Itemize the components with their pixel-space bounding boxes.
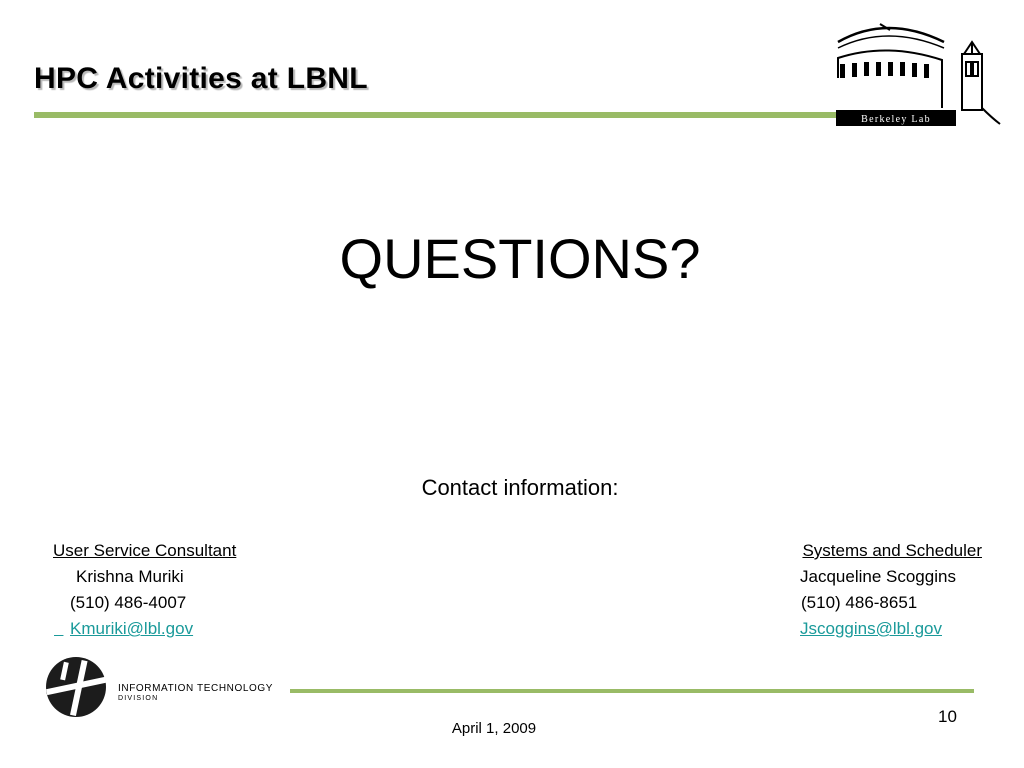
logo-text: Berkeley Lab — [861, 114, 931, 125]
berkeley-lab-logo — [832, 20, 1002, 130]
link-underline-stub — [54, 619, 63, 639]
footer-divider — [290, 689, 974, 693]
header-divider — [34, 112, 840, 118]
contact-heading: Contact information: — [421, 475, 619, 500]
it-division-line1: INFORMATION TECHNOLOGY — [118, 683, 274, 694]
contact-phone: (510) 486-8651 — [801, 593, 918, 612]
contact-email-link[interactable]: Jscoggins@lbl.gov — [800, 619, 942, 638]
contact-email-link[interactable]: Kmuriki@lbl.gov — [70, 619, 194, 638]
questions-headline: QUESTIONS? — [339, 227, 701, 290]
page-number: 10 — [938, 707, 957, 726]
it-division-line2: DIVISION — [118, 695, 159, 702]
contact-name: Krishna Muriki — [76, 567, 184, 586]
contact-role: User Service Consultant — [53, 541, 237, 560]
slide-date: April 1, 2009 — [451, 720, 537, 737]
contact-name: Jacqueline Scoggins — [800, 567, 956, 586]
it-division-logo-icon — [42, 656, 110, 718]
slide-title: HPC Activities at LBNL — [34, 62, 368, 95]
it-division-label — [118, 684, 273, 704]
contact-phone: (510) 486-4007 — [70, 593, 187, 612]
contact-role: Systems and Scheduler — [802, 541, 982, 560]
